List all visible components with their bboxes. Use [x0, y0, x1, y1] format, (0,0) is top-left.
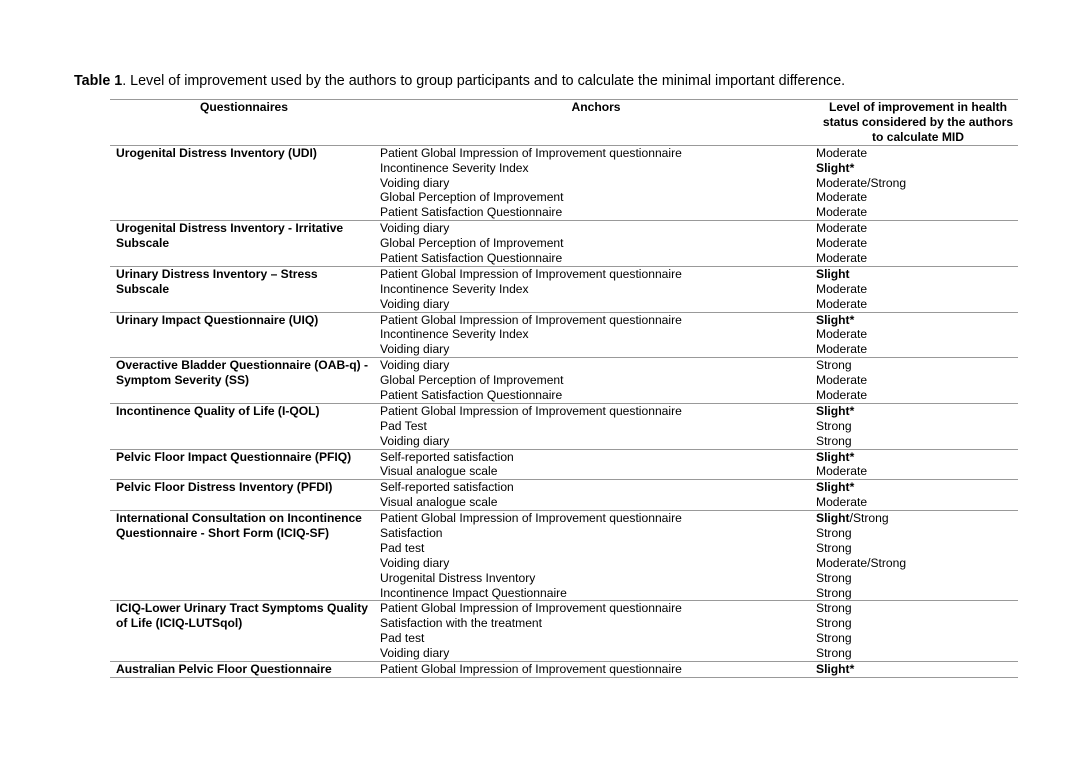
level-text — [816, 616, 1018, 631]
level-normal-text: Moderate — [816, 236, 868, 251]
level-cell — [814, 221, 1018, 267]
anchors-cell — [378, 358, 814, 404]
table-caption-text: . Level of improvement used by the authors to group participants and to calculate the minimal important difference. — [122, 73, 846, 89]
level-normal-text: Strong — [816, 433, 852, 448]
level-text — [816, 313, 1018, 328]
anchors-cell — [378, 662, 814, 678]
table-row — [110, 511, 1018, 601]
level-text — [816, 450, 1018, 465]
anchor-text: Voiding diary — [380, 221, 450, 236]
level-text — [816, 373, 1018, 388]
level-normal-text: Moderate — [816, 387, 868, 402]
header-anchors: Anchors — [378, 100, 814, 146]
anchors-cell — [378, 601, 814, 662]
level-normal-text: Moderate — [816, 190, 868, 205]
level-text — [816, 571, 1018, 586]
questionnaire-cell: Pelvic Floor Impact Questionnaire (PFIQ) — [110, 449, 378, 480]
anchor-text: Incontinence Impact Questionnaire — [380, 585, 567, 600]
level-cell — [814, 403, 1018, 449]
level-normal-text: Moderate — [816, 373, 868, 388]
anchor-text: Patient Global Impression of Improvement questionnaire — [380, 601, 682, 616]
improvement-table — [110, 99, 1018, 678]
level-cell — [814, 662, 1018, 678]
level-normal-text: Strong — [816, 601, 852, 616]
anchor-text: Self-reported satisfaction — [380, 449, 514, 464]
level-normal-text: Strong — [816, 540, 852, 555]
questionnaire-cell: Urinary Distress Inventory – Stress Subscale — [110, 266, 378, 312]
anchor-text: Global Perception of Improvement — [380, 190, 564, 205]
level-bold-text: Slight* — [816, 160, 855, 175]
level-normal-text: Moderate — [816, 281, 868, 296]
level-bold-text: Slight — [816, 511, 850, 526]
anchor-text: Incontinence Severity Index — [380, 160, 529, 175]
table-row — [110, 449, 1018, 480]
level-cell — [814, 266, 1018, 312]
level-text — [816, 586, 1018, 601]
level-text — [816, 358, 1018, 373]
level-text — [816, 495, 1018, 510]
level-text — [816, 282, 1018, 297]
level-text — [816, 190, 1018, 205]
anchor-text: Patient Global Impression of Improvement questionnaire — [380, 511, 682, 526]
level-text — [816, 556, 1018, 571]
level-normal-text: Moderate — [816, 250, 868, 265]
level-normal-text: Strong — [816, 358, 852, 373]
level-normal-text: Moderate/Strong — [816, 555, 907, 570]
level-normal-text: Moderate — [816, 221, 868, 236]
level-text — [816, 526, 1018, 541]
anchors-cell — [378, 480, 814, 511]
anchor-text: Visual analogue scale — [380, 495, 498, 510]
anchor-text: Voiding diary — [380, 433, 450, 448]
level-normal-text: Strong — [816, 631, 852, 646]
questionnaire-cell: Overactive Bladder Questionnaire (OAB-q) - Symptom Severity (SS) — [110, 358, 378, 404]
questionnaire-cell: Australian Pelvic Floor Questionnaire — [110, 662, 378, 678]
level-cell — [814, 312, 1018, 358]
anchor-text: Patient Global Impression of Improvement questionnaire — [380, 662, 682, 676]
level-cell — [814, 511, 1018, 601]
level-text — [816, 297, 1018, 312]
level-text — [816, 176, 1018, 191]
level-text — [816, 205, 1018, 220]
level-cell — [814, 145, 1018, 220]
level-text — [816, 541, 1018, 556]
anchors-cell — [378, 449, 814, 480]
table-label: Table 1 — [74, 73, 123, 89]
level-text — [816, 146, 1018, 161]
anchors-cell — [378, 403, 814, 449]
level-bold-text: Slight* — [816, 403, 855, 418]
level-bold-text: Slight* — [816, 480, 855, 495]
anchor-text: Self-reported satisfaction — [380, 480, 514, 495]
level-text — [816, 236, 1018, 251]
anchor-text: Global Perception of Improvement — [380, 236, 564, 251]
anchor-text: Satisfaction — [380, 525, 443, 540]
anchors-cell — [378, 511, 814, 601]
anchor-text: Patient Global Impression of Improvement questionnaire — [380, 312, 682, 327]
level-text — [816, 662, 1018, 677]
anchor-text: Satisfaction with the treatment — [380, 616, 543, 631]
table-row — [110, 266, 1018, 312]
questionnaire-cell: Urogenital Distress Inventory - Irritative Subscale — [110, 221, 378, 267]
level-text — [816, 511, 1018, 526]
level-text — [816, 631, 1018, 646]
anchors-cell — [378, 221, 814, 267]
anchor-text: Pad test — [380, 540, 425, 555]
table-body — [110, 145, 1018, 677]
level-normal-text: Strong — [816, 585, 852, 600]
anchor-text: Global Perception of Improvement — [380, 373, 564, 388]
table-row — [110, 403, 1018, 449]
level-text — [816, 480, 1018, 495]
anchor-text: Visual analogue scale — [380, 464, 498, 479]
anchor-text: Voiding diary — [380, 646, 450, 661]
header-questionnaires: Questionnaires — [110, 100, 378, 146]
table-row — [110, 312, 1018, 358]
level-normal-text: /Strong — [849, 511, 889, 526]
level-text — [816, 251, 1018, 266]
level-normal-text: Moderate — [816, 327, 868, 342]
table-row — [110, 601, 1018, 662]
level-normal-text: Moderate — [816, 205, 868, 220]
questionnaire-cell: Pelvic Floor Distress Inventory (PFDI) — [110, 480, 378, 511]
level-bold-text: Slight* — [816, 662, 855, 676]
questionnaire-cell: Urinary Impact Questionnaire (UIQ) — [110, 312, 378, 358]
level-normal-text: Strong — [816, 646, 852, 661]
questionnaire-cell: International Consultation on Incontinence Questionnaire - Short Form (ICIQ-SF) — [110, 511, 378, 601]
level-text — [816, 161, 1018, 176]
anchors-cell — [378, 266, 814, 312]
header-level: Level of improvement in health status considered by the authors to calculate MID — [814, 100, 1018, 146]
anchor-text: Patient Global Impression of Improvement questionnaire — [380, 145, 682, 160]
anchor-text: Patient Global Impression of Improvement questionnaire — [380, 403, 682, 418]
level-text — [816, 388, 1018, 403]
level-text — [816, 267, 1018, 282]
anchor-text: Urogenital Distress Inventory — [380, 570, 536, 585]
header-row — [110, 100, 1018, 146]
level-bold-text: Slight — [816, 266, 850, 281]
level-bold-text: Slight* — [816, 449, 855, 464]
anchor-text: Patient Global Impression of Improvement questionnaire — [380, 266, 682, 281]
level-normal-text: Moderate — [816, 464, 868, 479]
table-caption — [74, 72, 845, 90]
anchor-text: Patient Satisfaction Questionnaire — [380, 250, 563, 265]
table-row — [110, 480, 1018, 511]
anchor-text: Voiding diary — [380, 175, 450, 190]
table-row — [110, 662, 1018, 678]
table-row — [110, 358, 1018, 404]
anchors-cell — [378, 312, 814, 358]
anchor-text: Voiding diary — [380, 358, 450, 373]
level-normal-text: Strong — [816, 616, 852, 631]
questionnaire-cell: Urogenital Distress Inventory (UDI) — [110, 145, 378, 220]
table-row — [110, 145, 1018, 220]
level-normal-text: Moderate — [816, 145, 868, 160]
level-cell — [814, 449, 1018, 480]
questionnaire-cell: ICIQ-Lower Urinary Tract Symptoms Quality of Life (ICIQ-LUTSqol) — [110, 601, 378, 662]
level-text — [816, 404, 1018, 419]
level-text — [816, 434, 1018, 449]
level-cell — [814, 601, 1018, 662]
anchor-text: Voiding diary — [380, 342, 450, 357]
level-normal-text: Strong — [816, 525, 852, 540]
table-row — [110, 221, 1018, 267]
level-normal-text: Strong — [816, 570, 852, 585]
anchor-text: Voiding diary — [380, 296, 450, 311]
level-normal-text: Moderate — [816, 296, 868, 311]
level-cell — [814, 358, 1018, 404]
anchor-text: Incontinence Severity Index — [380, 281, 529, 296]
level-text — [816, 342, 1018, 357]
level-normal-text: Moderate — [816, 495, 868, 510]
level-text — [816, 646, 1018, 661]
level-bold-text: Slight* — [816, 312, 855, 327]
level-text — [816, 327, 1018, 342]
level-text — [816, 419, 1018, 434]
anchor-text: Pad Test — [380, 418, 427, 433]
anchor-text: Incontinence Severity Index — [380, 327, 529, 342]
questionnaire-cell: Incontinence Quality of Life (I-QOL) — [110, 403, 378, 449]
anchor-text: Pad test — [380, 631, 425, 646]
anchors-cell — [378, 145, 814, 220]
level-cell — [814, 480, 1018, 511]
level-text — [816, 221, 1018, 236]
level-text — [816, 601, 1018, 616]
anchor-text: Patient Satisfaction Questionnaire — [380, 205, 563, 220]
level-text — [816, 464, 1018, 479]
anchor-text: Patient Satisfaction Questionnaire — [380, 387, 563, 402]
level-normal-text: Moderate — [816, 342, 868, 357]
level-normal-text: Strong — [816, 418, 852, 433]
level-normal-text: Moderate/Strong — [816, 175, 907, 190]
anchor-text: Voiding diary — [380, 555, 450, 570]
